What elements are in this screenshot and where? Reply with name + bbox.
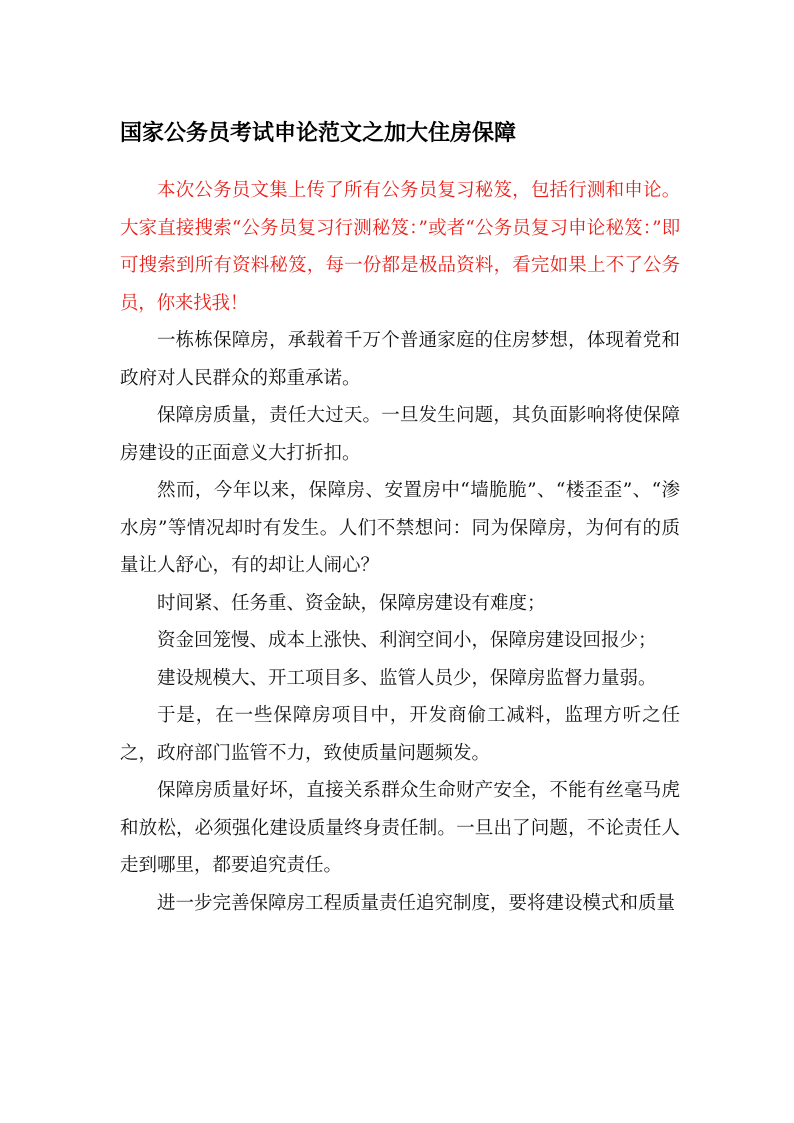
paragraph: 保障房质量，责任大过天。一旦发生问题，其负面影响将使保障房建设的正面意义大打折扣。 <box>120 405 680 464</box>
paragraph: 于是，在一些保障房项目中，开发商偷工减料，监理方听之任之，政府部门监管不力，致使质量问题频发。 <box>120 705 680 764</box>
promo-paragraph: 本次公务员文集上传了所有公务员复习秘笈，包括行测和申论。大家直接搜索“公务员复习行测秘笈：”或者“公务员复习申论秘笈：”即可搜索到所有资料秘笈，每一份都是极品资料，看完如果上不了公务员，你来找我！ <box>120 180 680 314</box>
paragraph: 一栋栋保障房，承载着千万个普通家庭的住房梦想，体现着党和政府对人民群众的郑重承诺。 <box>120 330 680 389</box>
paragraph: 资金回笼慢、成本上涨快、利润空间小，保障房建设回报少； <box>157 630 657 651</box>
document-title: 国家公务员考试申论范文之加大住房保障 <box>120 121 517 146</box>
paragraph: 时间紧、任务重、资金缺，保障房建设有难度； <box>157 592 546 614</box>
paragraph: 建设规模大、开工项目多、监管人员少，保障房监督力量弱。 <box>157 667 657 689</box>
paragraph: 进一步完善保障房工程质量责任追究制度，要将建设模式和质量 <box>157 892 676 914</box>
paragraph: 然而，今年以来，保障房、安置房中“墙脆脆”、“楼歪歪”、“渗水房”等情况却时有发生。人们不禁想问：同为保障房，为何有的质量让人舒心，有的却让人闹心？ <box>120 480 680 576</box>
document-body <box>120 118 680 922</box>
paragraph: 保障房质量好坏，直接关系群众生命财产安全，不能有丝毫马虎和放松，必须强化建设质量终身责任制。一旦出了问题，不论责任人走到哪里，都要追究责任。 <box>120 780 680 876</box>
